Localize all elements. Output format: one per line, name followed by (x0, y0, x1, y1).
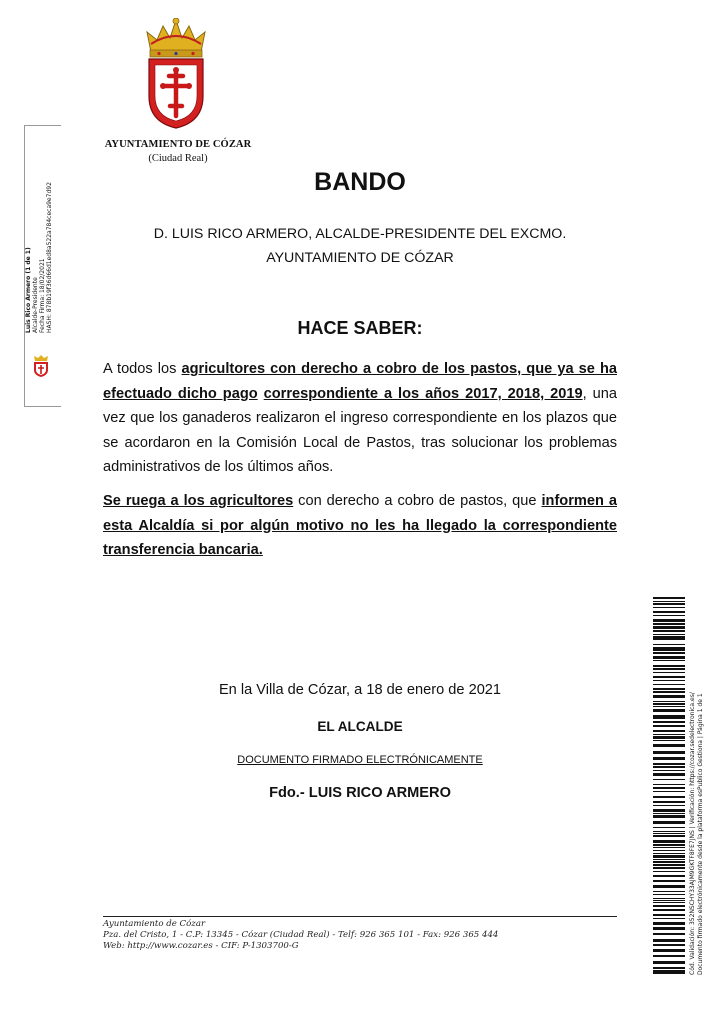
paragraph-1 (103, 357, 617, 480)
p2-bold-2: informen a esta Alcaldía si por algún motivo no les ha llegado la correspondiente transferencia bancaria. (103, 493, 617, 558)
footer-line-1: Ayuntamiento de Cózar (103, 919, 206, 929)
p1-text-3: , una vez que los ganaderos realizaron el ingreso correspondiente en los plazos que se acordaron en la Comisión Local de Pastos, tras solucionar los problemas administrativos de los últimos años. (103, 385, 617, 475)
coat-of-arms-icon (143, 18, 209, 130)
signer-title: EL ALCALDE (317, 719, 403, 734)
hace-saber-heading: HACE SABER: (297, 318, 423, 338)
validation-code: Cód. Validación: 352NSCHY33AJM9GKTF8FE7JNS | Verificación: https://cozar.sedelectronica.es/ (689, 692, 696, 975)
mayor-line: D. LUIS RICO ARMERO, ALCALDE-PRESIDENTE DEL EXCMO. AYUNTAMIENTO DE CÓZAR (153, 226, 567, 266)
p2-bold-1: Se ruega a los agricultores (103, 493, 294, 509)
org-name: AYUNTAMIENTO DE CÓZAR (104, 139, 252, 150)
barcode-icon (653, 597, 685, 975)
footer-divider (103, 916, 617, 917)
p2-text-1: con derecho a cobro de pastos, que (293, 493, 542, 509)
validation-platform: Documento firmado electrónicamente desde la plataforma esPublico Gestiona | Página 1 de 1 (697, 693, 704, 975)
date-line: En la Villa de Cózar, a 18 de enero de 2021 (218, 682, 502, 698)
signature-date: Fecha Firma: 18/02/2021 (39, 258, 46, 333)
p1-text-1: A todos los (103, 361, 182, 377)
small-coat-of-arms-icon (33, 355, 49, 377)
signature-role: Alcalde-Presidente (32, 277, 39, 333)
footer-line-3: Web: http://www.cozar.es - CIF: P-1303700-G (103, 941, 299, 951)
p1-bold-1: agricultores con derecho a cobro de los pastos, que ya se ha efectuado dicho pago (103, 361, 617, 402)
p1-bold-2: correspondiente a los años 2017, 2018, 2019 (263, 385, 583, 402)
footer-line-2: Pza. del Cristo, 1 - C.P: 13345 - Cózar (Ciudad Real) - Telf: 926 365 101 - Fax: 926 365 444 (103, 930, 499, 940)
org-subtitle: (Ciudad Real) (148, 153, 208, 164)
document-title: BANDO (314, 168, 406, 196)
signed-electronically-note: DOCUMENTO FIRMADO ELECTRÓNICAMENTE (237, 754, 483, 766)
signer-name: Fdo.- LUIS RICO ARMERO (269, 785, 451, 801)
signature-signer: Luis Rico Armero (1 de 1) (25, 247, 32, 333)
paragraph-2 (103, 489, 617, 563)
signature-hash: HASH: 878b19f36d66d1ed8a522a784ceca9e7d92 (46, 182, 53, 333)
